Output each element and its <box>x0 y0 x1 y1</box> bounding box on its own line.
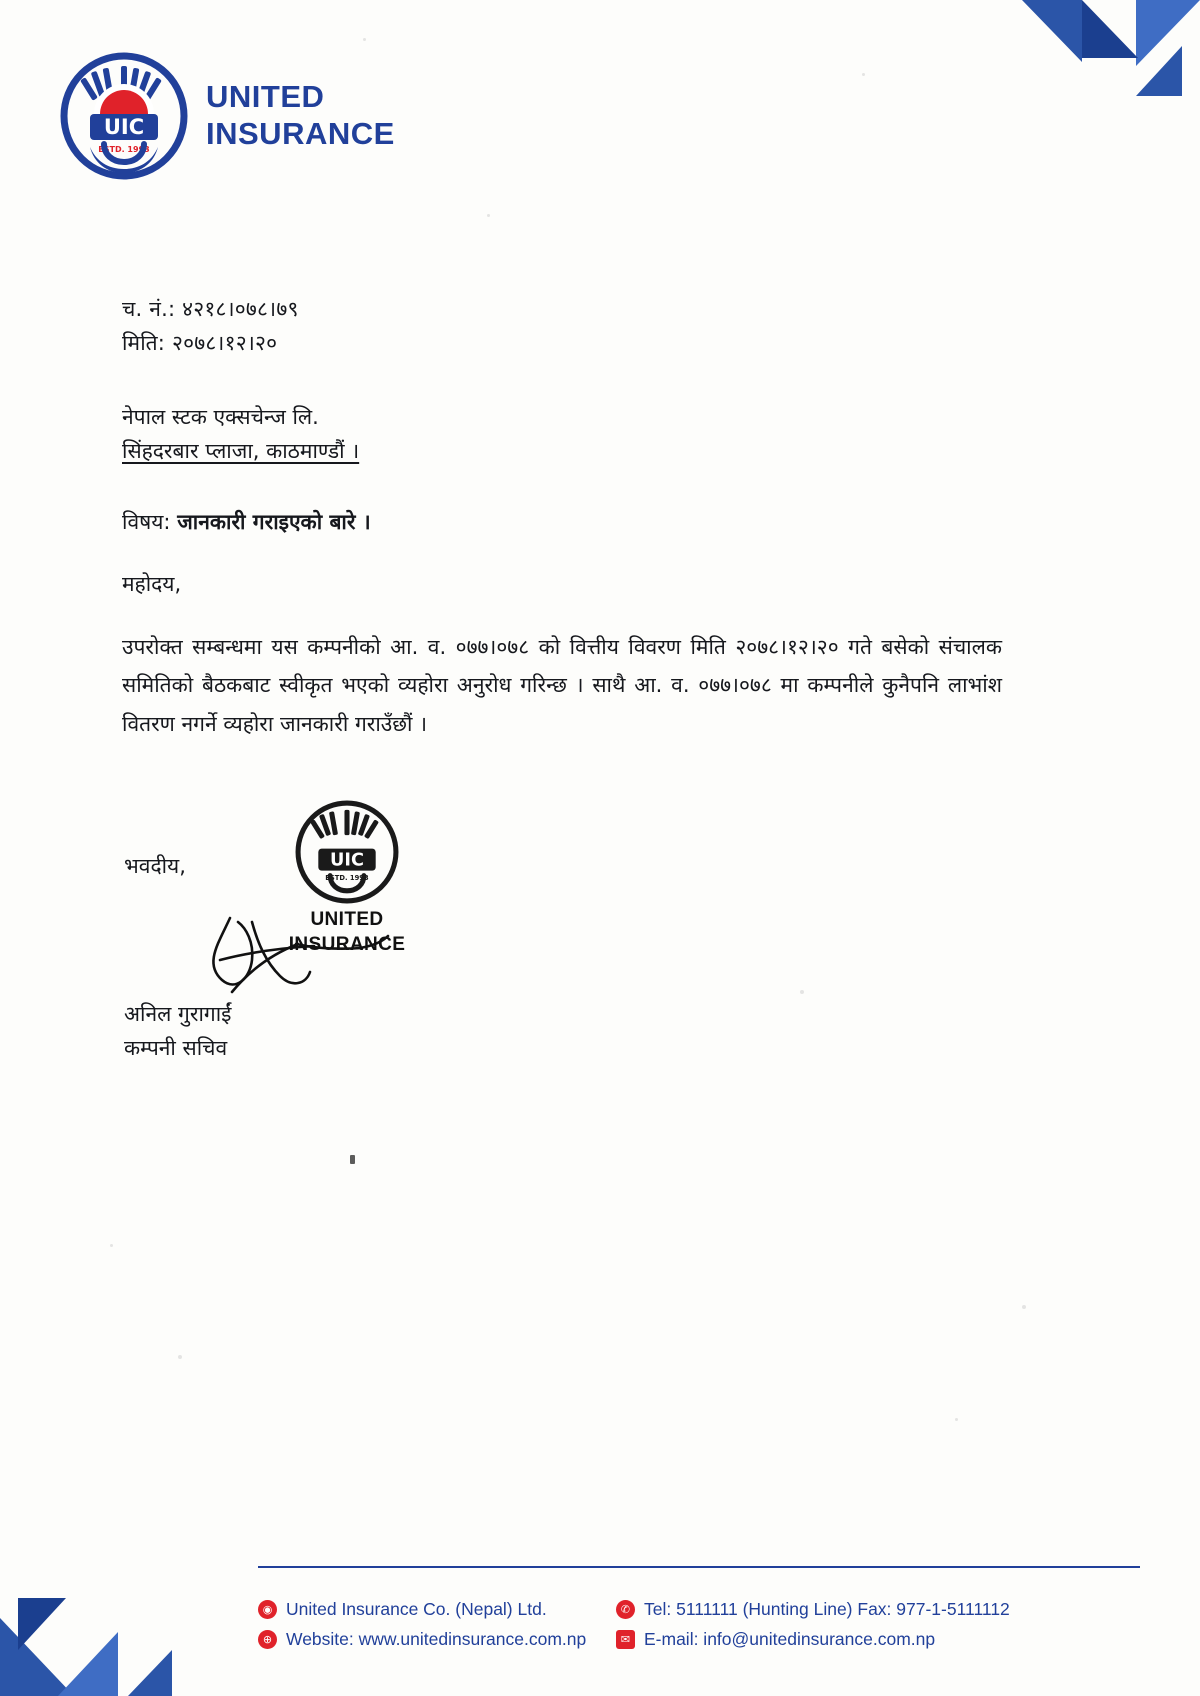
paper-speck <box>800 990 804 994</box>
reference-number: च. नं.: ४२१८।०७८।७९ <box>122 297 299 321</box>
svg-text:UIC: UIC <box>330 850 364 871</box>
company-logo-icon <box>60 52 188 180</box>
stamp-line-1: UNITED <box>310 909 384 930</box>
signer-title: कम्पनी सचिव <box>124 1035 228 1060</box>
addressee-line-2: सिंहदरबार प्लाजा, काठमाण्डौं । <box>122 439 360 464</box>
paper-speck <box>862 73 865 76</box>
letter-paragraph: उपरोक्त सम्बन्धमा यस कम्पनीको आ. व. ०७७।०७८ को वित्तीय विवरण मिति २०७८।१२।२० गते बसेको संचालक समितिको बैठकबाट स्वीकृत भएको व्यहोरा अनुरोध गरिन्छ । साथै आ. व. ०७७।०७८ मा कम्पनीले कुनैपनि लाभांश वितरण नगर्ने व्यहोरा जानकारी गराउँछौं । <box>122 635 1002 736</box>
decor-triangle-bottom-3 <box>18 1598 66 1650</box>
addressee-line-1: नेपाल स्टक एक्सचेन्ज लि. <box>122 405 319 430</box>
decor-triangle-bottom-2 <box>58 1632 118 1696</box>
decor-triangle-bottom-1 <box>0 1618 74 1696</box>
letterhead <box>60 52 395 180</box>
addressee-block <box>122 400 1002 468</box>
footer-website-label: Website: www.unitedinsurance.com.np <box>286 1629 587 1649</box>
letter-date: मिति: २०७८।१२।२० <box>122 331 278 356</box>
envelope-icon: ✉ <box>616 1630 635 1649</box>
footer <box>258 1599 1148 1650</box>
paper-speck <box>487 214 490 217</box>
footer-divider <box>258 1566 1140 1568</box>
subject-line <box>122 508 1002 536</box>
brand-line-2: INSURANCE <box>206 116 395 151</box>
subject-label: विषय: <box>122 510 171 535</box>
decor-triangle-bottom-4 <box>128 1650 172 1696</box>
footer-email[interactable] <box>616 1629 1148 1650</box>
svg-text:ESTD. 1993: ESTD. 1993 <box>325 873 369 882</box>
paper-speck <box>363 38 366 41</box>
location-pin-icon: ◉ <box>258 1600 277 1619</box>
brand-name <box>206 79 395 152</box>
decor-triangle-top-2 <box>1136 0 1200 66</box>
footer-website[interactable] <box>258 1629 588 1650</box>
footer-telephone-label: Tel: 5111111 (Hunting Line) Fax: 977-1-5111112 <box>644 1599 1010 1619</box>
footer-company-label: United Insurance Co. (Nepal) Ltd. <box>286 1599 547 1619</box>
ink-mark <box>350 1155 355 1164</box>
subject-text: जानकारी गराइएको बारे । <box>177 510 371 535</box>
paper-speck <box>178 1355 182 1359</box>
svg-text:ESTD. 1993: ESTD. 1993 <box>98 145 150 154</box>
paper-speck <box>1022 1305 1026 1309</box>
globe-icon: ⊕ <box>258 1630 277 1649</box>
paper-speck <box>955 1418 958 1421</box>
salutation: महोदय, <box>122 572 182 597</box>
paper-speck <box>110 1244 113 1247</box>
signer-info <box>124 998 231 1065</box>
closing-word: भवदीय, <box>124 854 186 878</box>
phone-icon: ✆ <box>616 1600 635 1619</box>
footer-email-label: E-mail: info@unitedinsurance.com.np <box>644 1629 936 1649</box>
stamp-logo-icon <box>293 798 401 906</box>
stamp-line-2: INSURANCE <box>288 933 406 955</box>
letter-body <box>122 292 1002 743</box>
decor-triangle-top-1 <box>1022 0 1082 62</box>
svg-text:UIC: UIC <box>103 115 145 139</box>
decor-triangle-top-3 <box>1136 46 1182 96</box>
brand-line-1: UNITED <box>206 79 325 115</box>
footer-telephone <box>616 1599 1148 1620</box>
decor-triangle-top-4 <box>1082 0 1138 58</box>
footer-company <box>258 1599 588 1620</box>
signer-name: अनिल गुरागाईं <box>124 1002 232 1026</box>
